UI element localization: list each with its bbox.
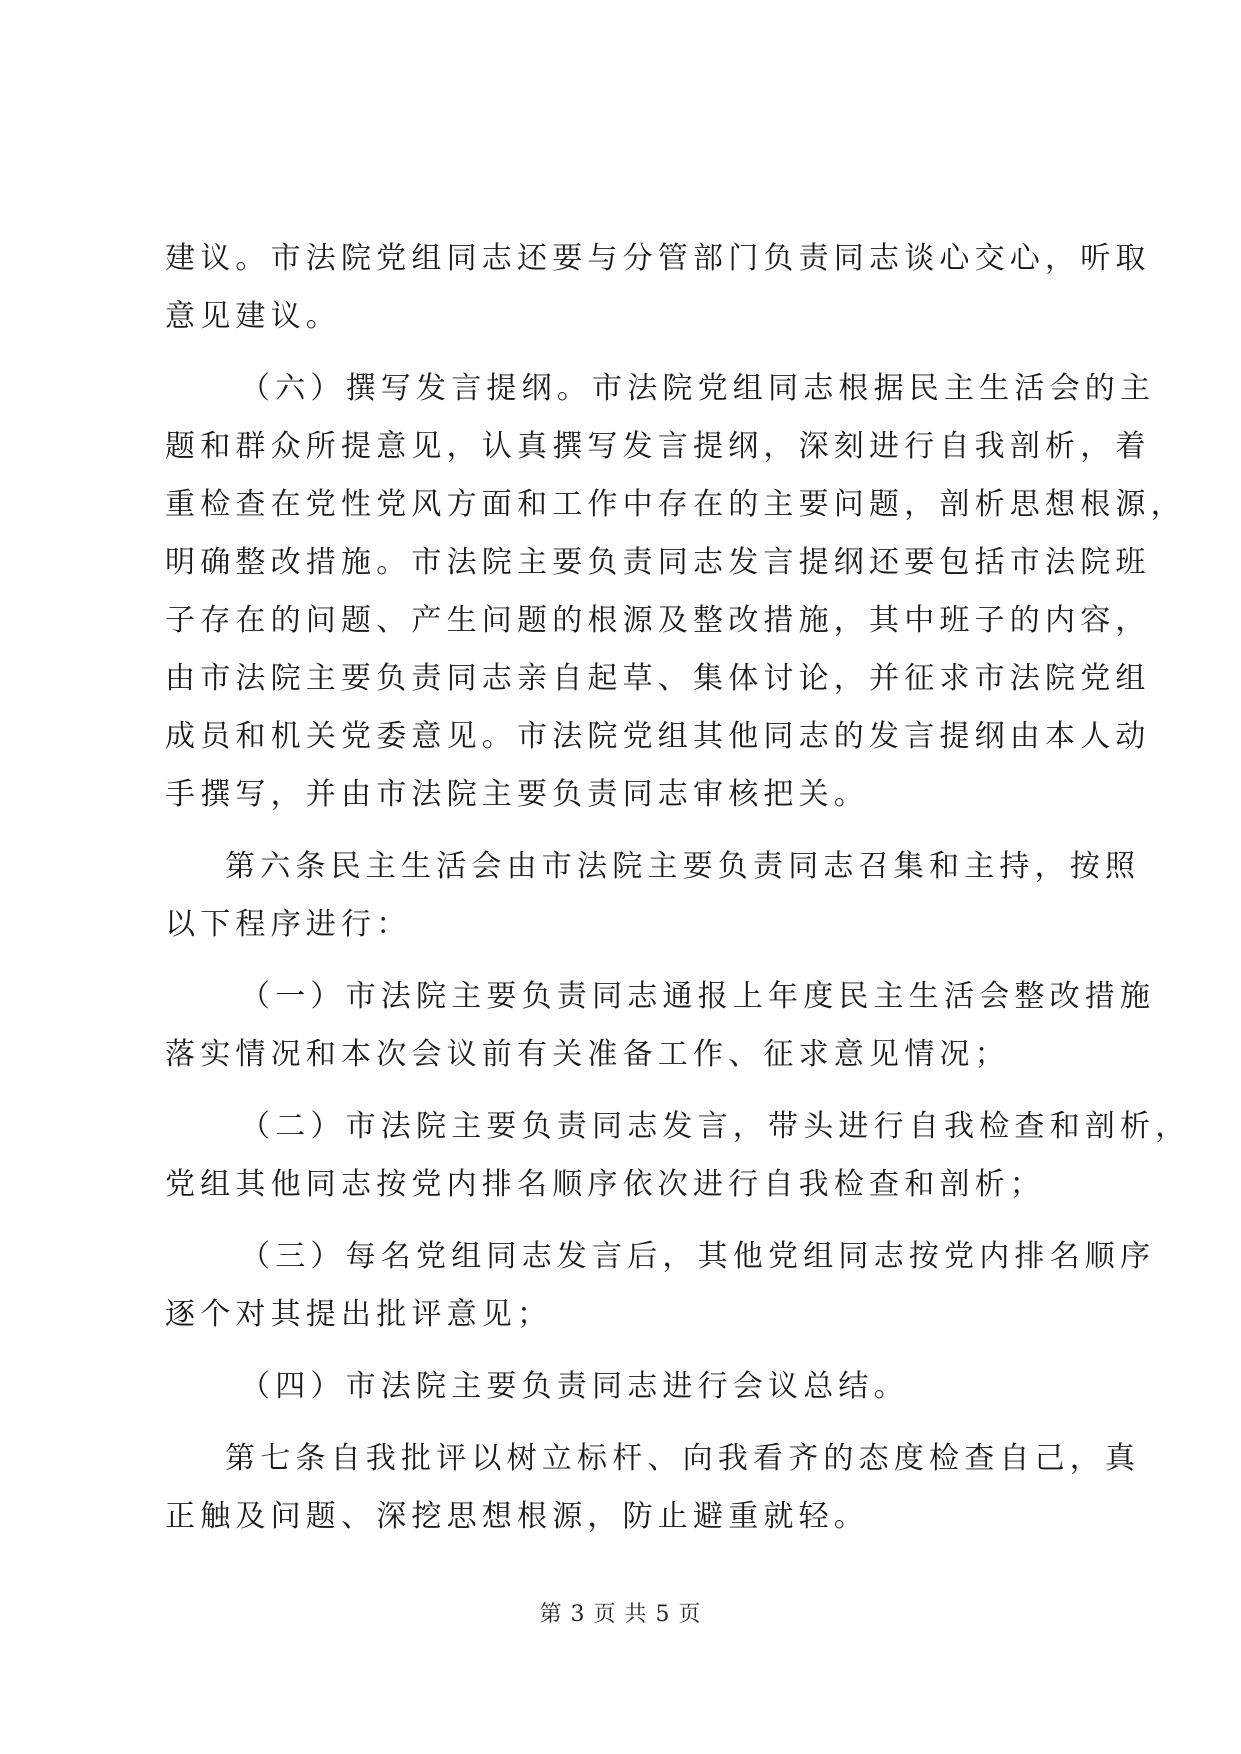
document-body: [165, 230, 1191, 1546]
text-line: （一）市法院主要负责同志通报上年度民主生活会整改措施: [240, 979, 1156, 1014]
text-line: 党组其他同志按党内排名顺序依次进行自我检查和剖析；: [165, 1167, 1045, 1202]
text-line: （六）撰写发言提纲。市法院党组同志根据民主生活会的主: [240, 371, 1156, 406]
page-number: 第 3 页 共 5 页: [539, 1602, 702, 1627]
text-line: 明确整改措施。市法院主要负责同志发言提纲还要包括市法院班: [165, 545, 1151, 580]
text-line: （四）市法院主要负责同志进行会议总结。: [240, 1369, 909, 1404]
text-line: 题和群众所提意见，认真撰写发言提纲，深刻进行自我剖析，着: [165, 429, 1151, 464]
text-line: 重检查在党性党风方面和工作中存在的主要问题，剖析思想根源，: [165, 487, 1186, 522]
text-line: 由市法院主要负责同志亲自起草、集体讨论，并征求市法院党组: [165, 661, 1151, 696]
text-line: 第七条自我批评以树立标杆、向我看齐的态度检查自己，真: [225, 1441, 1141, 1476]
text-line: 以下程序进行：: [165, 907, 412, 942]
text-line: 建议。市法院党组同志还要与分管部门负责同志谈心交心，听取: [165, 241, 1151, 276]
text-line: 正触及问题、深挖思想根源，防止避重就轻。: [165, 1499, 869, 1534]
text-line: 第六条民主生活会由市法院主要负责同志召集和主持，按照: [225, 849, 1141, 884]
text-line: 逐个对其提出批评意见；: [165, 1297, 553, 1332]
text-line: 意见建议。: [165, 299, 341, 334]
paragraph: [165, 1358, 1080, 1416]
text-line: 手撰写，并由市法院主要负责同志审核把关。: [165, 777, 869, 812]
text-line: （二）市法院主要负责同志发言，带头进行自我检查和剖析，: [240, 1109, 1191, 1144]
paragraph: [165, 1228, 1156, 1344]
paragraph: [165, 968, 1156, 1084]
text-line: 落实情况和本次会议前有关准备工作、征求意见情况；: [165, 1037, 1010, 1072]
text-line: 子存在的问题、产生问题的根源及整改措施，其中班子的内容，: [165, 603, 1151, 638]
paragraph: [165, 838, 1141, 954]
paragraph: [165, 1430, 1141, 1546]
paragraph: [165, 230, 1151, 346]
text-line: 成员和机关党委意见。市法院党组其他同志的发言提纲由本人动: [165, 719, 1151, 754]
page-footer: [0, 1597, 1241, 1628]
paragraph: [165, 1098, 1191, 1214]
paragraph: [165, 360, 1186, 824]
text-line: （三）每名党组同志发言后，其他党组同志按党内排名顺序: [240, 1239, 1156, 1274]
